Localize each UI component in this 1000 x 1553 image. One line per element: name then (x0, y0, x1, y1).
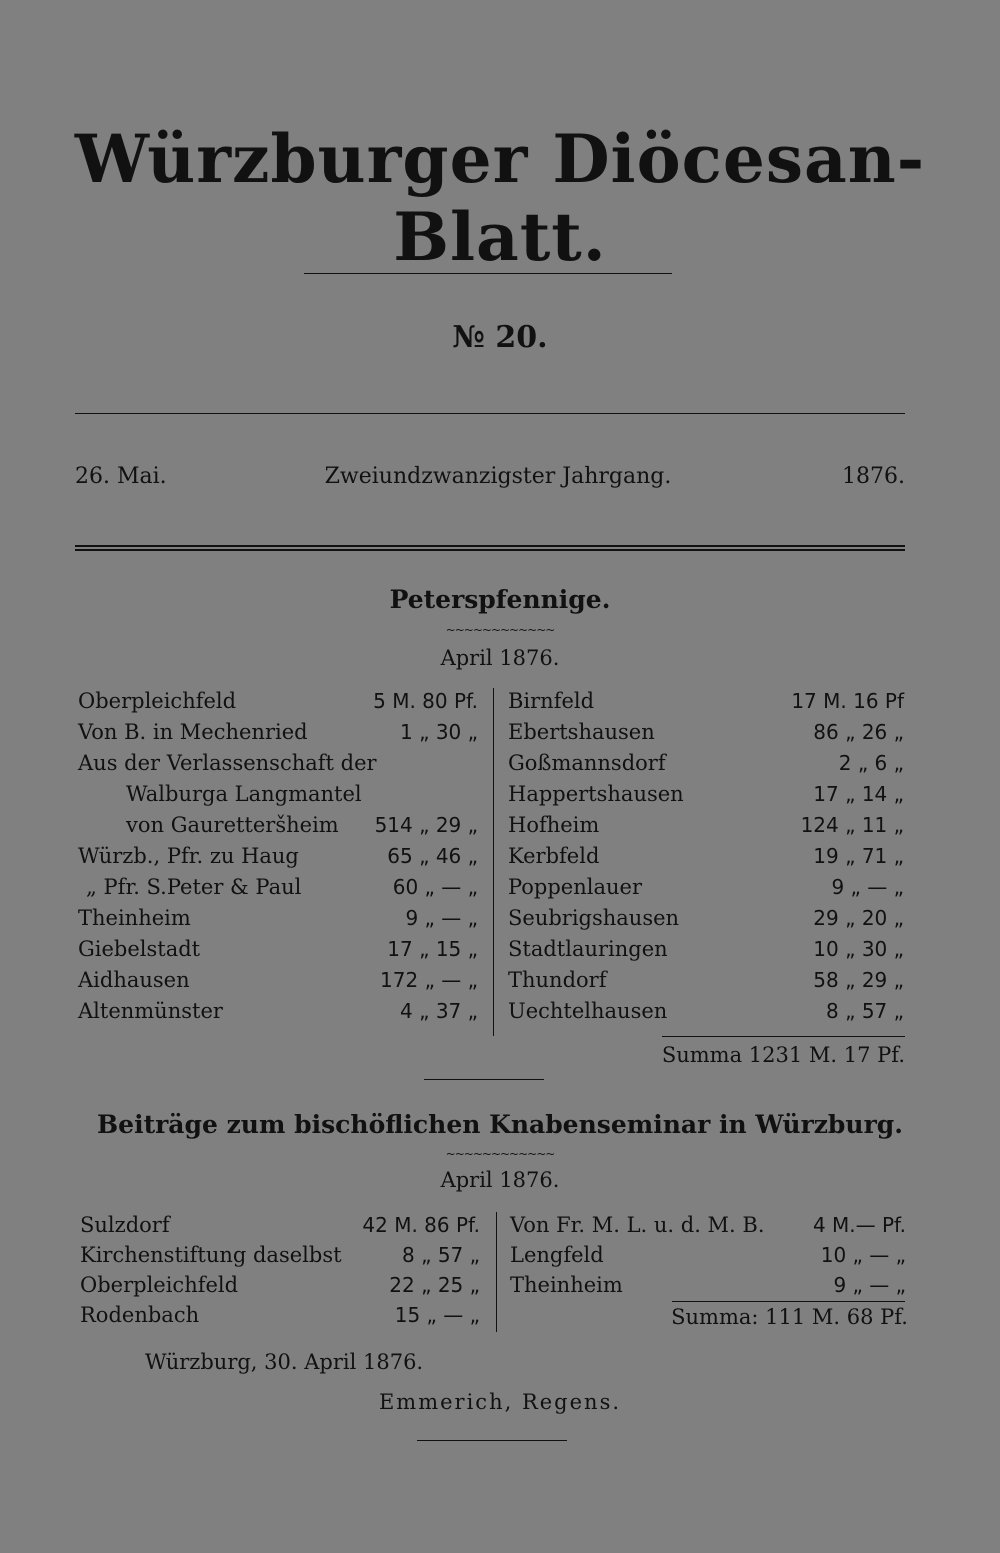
entry-name: Kirchenstiftung daselbst (80, 1243, 342, 1267)
entry-name: Theinheim (78, 906, 191, 930)
sum-rule (662, 1036, 905, 1037)
issue-date: 26. Mai. (75, 464, 167, 489)
entry-name: Hofheim (508, 813, 600, 837)
entry-name: Rodenbach (80, 1303, 200, 1327)
entry-amount: 9 „ — „ (831, 875, 904, 899)
masthead-rule (304, 273, 672, 274)
entry-row (78, 872, 478, 903)
entry-name: Goßmannsdorf (508, 751, 666, 775)
entry-row (508, 934, 904, 965)
entry-amount: 9 „ — „ (833, 1273, 906, 1297)
entry-amount: 1 „ 30 „ (400, 720, 478, 744)
entry-amount: 8 „ 57 „ (402, 1243, 480, 1267)
entry-row (78, 717, 478, 748)
entry-amount: 17 „ 15 „ (387, 937, 478, 961)
entry-amount: 172 „ — „ (380, 968, 478, 992)
entry-name: Kerbfeld (508, 844, 600, 868)
entry-row (78, 779, 478, 810)
footer-rule (417, 1440, 567, 1441)
entry-name: Theinheim (510, 1273, 623, 1297)
entry-row (80, 1270, 480, 1301)
entry-name: Altenmünster (78, 999, 223, 1023)
masthead-title: Würzburger Diöcesan-Blatt. (74, 120, 926, 276)
entry-amount: 15 „ — „ (394, 1303, 480, 1327)
section-ornament: ~~~~~~~~~~~~ (445, 1147, 555, 1161)
section-title-peterspfennige: Peterspfennige. (389, 585, 611, 614)
entry-amount: 5 M. 80 Pf. (373, 689, 478, 713)
entry-name: von Gauretteršheim (126, 813, 339, 837)
entry-amount: 10 „ — „ (820, 1243, 906, 1267)
entry-name: Oberpleichfeld (80, 1273, 239, 1297)
entry-row (508, 686, 904, 717)
entry-row (508, 841, 904, 872)
entry-row (80, 1240, 480, 1271)
entry-row (80, 1210, 480, 1241)
entry-row (508, 748, 904, 779)
entry-row (78, 810, 478, 841)
entry-name: Thundorf (508, 968, 607, 992)
entry-amount: 29 „ 20 „ (813, 906, 904, 930)
section-ornament: ~~~~~~~~~~~~ (445, 623, 555, 637)
entry-row (508, 965, 904, 996)
entry-name: Uechtelhausen (508, 999, 668, 1023)
volume-line: Zweiundzwanzigster Jahrgang. (324, 464, 672, 489)
entry-row (508, 717, 904, 748)
entry-amount: 17 M. 16 Pf (791, 689, 904, 713)
section-title-knabenseminar: Beiträge zum bischöflichen Knabenseminar in Würzburg. (97, 1110, 903, 1139)
entry-name: Birnfeld (508, 689, 595, 713)
section-month: April 1876. (440, 1168, 560, 1192)
entry-amount: 22 „ 25 „ (389, 1273, 480, 1297)
entry-row (510, 1270, 906, 1301)
entry-name: Walburga Langmantel (126, 782, 362, 806)
entry-name: Giebelstadt (78, 937, 201, 961)
entry-name: Sulzdorf (80, 1213, 170, 1237)
entry-amount: 124 „ 11 „ (800, 813, 904, 837)
entry-row (78, 748, 478, 779)
entry-row (508, 872, 904, 903)
entry-amount: 86 „ 26 „ (813, 720, 904, 744)
entry-row (508, 810, 904, 841)
signature: Emmerich, Regens. (378, 1390, 622, 1414)
entry-amount: 4 „ 37 „ (400, 999, 478, 1023)
entry-amount: 9 „ — „ (405, 906, 478, 930)
entry-name: Würzb., Pfr. zu Haug (78, 844, 299, 868)
entry-row (78, 841, 478, 872)
column-divider (496, 1212, 497, 1332)
entry-name: Ebertshausen (508, 720, 655, 744)
entry-row (510, 1240, 906, 1271)
entry-amount: 58 „ 29 „ (813, 968, 904, 992)
section-separator (424, 1079, 544, 1080)
entry-amount: 17 „ 14 „ (813, 782, 904, 806)
peterspfennige-total: Summa 1231 M. 17 Pf. (661, 1043, 905, 1067)
entry-name: Von Fr. M. L. u. d. M. B. (510, 1213, 765, 1237)
entry-row (508, 996, 904, 1027)
entry-row (80, 1300, 480, 1331)
entry-row (508, 903, 904, 934)
entry-amount: 8 „ 57 „ (826, 999, 904, 1023)
entry-row (78, 686, 478, 717)
entry-name: Happertshausen (508, 782, 684, 806)
entry-amount: 65 „ 46 „ (387, 844, 478, 868)
entry-amount: 19 „ 71 „ (813, 844, 904, 868)
entry-amount: 2 „ 6 „ (838, 751, 904, 775)
place-date: Würzburg, 30. April 1876. (145, 1350, 424, 1374)
sum-rule (672, 1301, 905, 1302)
header-double-rule (75, 545, 905, 553)
entry-name: Lengfeld (510, 1243, 604, 1267)
entry-name: Aus der Verlassenschaft der (78, 751, 377, 775)
entry-amount: 42 M. 86 Pf. (362, 1213, 480, 1237)
entry-row (78, 934, 478, 965)
issue-year: 1876. (842, 464, 905, 489)
column-divider (493, 688, 494, 1036)
entry-row (78, 996, 478, 1027)
entry-name: „ Pfr. S.Peter & Paul (86, 875, 302, 899)
entry-amount: 4 M.— Pf. (812, 1213, 906, 1237)
entry-name: Von B. in Mechenried (78, 720, 308, 744)
entry-row (510, 1210, 906, 1241)
knabenseminar-total: Summa: 111 M. 68 Pf. (671, 1305, 908, 1329)
entry-row (78, 965, 478, 996)
section-month: April 1876. (440, 646, 560, 670)
issue-number: № 20. (452, 320, 548, 355)
entry-name: Seubrigshausen (508, 906, 680, 930)
entry-name: Poppenlauer (508, 875, 642, 899)
entry-name: Oberpleichfeld (78, 689, 237, 713)
entry-row (508, 779, 904, 810)
issue-rule (75, 413, 905, 414)
entry-amount: 514 „ 29 „ (374, 813, 478, 837)
entry-amount: 10 „ 30 „ (813, 937, 904, 961)
entry-name: Stadtlauringen (508, 937, 668, 961)
entry-name: Aidhausen (78, 968, 190, 992)
entry-row (78, 903, 478, 934)
entry-amount: 60 „ — „ (392, 875, 478, 899)
